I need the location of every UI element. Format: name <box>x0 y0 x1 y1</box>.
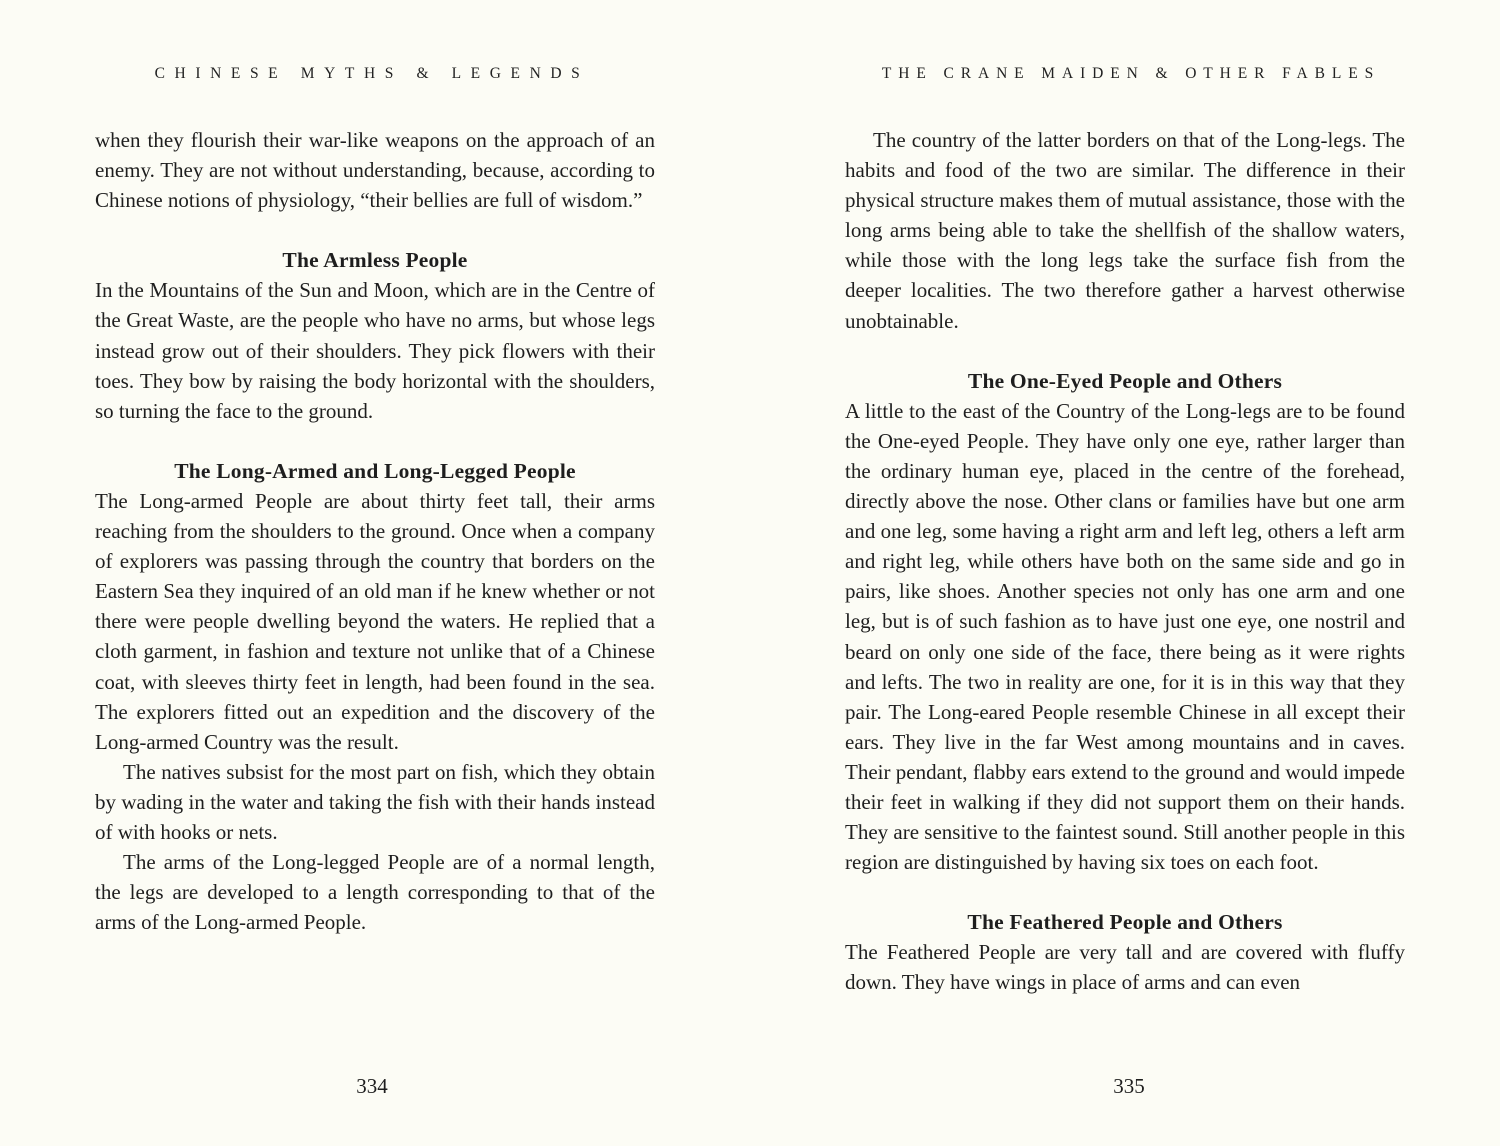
paragraph: The country of the latter borders on that of the Long-legs. The habits and food of the two are similar. The difference in their physical structure makes them of mutual assistance, those with the long arms being able to take the shellfish of the shallow waters, while those with the long legs take the surface fish from the deeper localities. The two therefore gather a harvest otherwise unobtainable. <box>845 128 1405 333</box>
section-heading: The One-Eyed People and Others <box>967 368 1283 393</box>
page-number: 334 <box>356 1074 388 1098</box>
paragraph: The Feathered People are very tall and are covered with fluffy down. They have wings in place of arms and can even <box>845 940 1405 995</box>
paragraph: when they flourish their war-like weapons on the approach of an enemy. They are not without understanding, because, according to Chinese notions of physiology, “their bellies are full of wisdom.” <box>95 128 655 213</box>
section-heading: The Long-Armed and Long-Legged People <box>174 458 576 483</box>
paragraph: The arms of the Long-legged People are of a normal length, the legs are developed to a length corresponding to that of the arms of the Long-armed People. <box>95 850 655 935</box>
paragraph: In the Mountains of the Sun and Moon, which are in the Centre of the Great Waste, are the people who have no arms, but whose legs instead grow out of their shoulders. They pick flowers with their toes. They bow by raising the body horizontal with the shoulders, so turning the face to the ground. <box>95 278 655 423</box>
paragraph: The natives subsist for the most part on fish, which they obtain by wading in the water and taking the fish with their hands instead of with hooks or nets. <box>95 759 655 844</box>
page-body <box>95 125 655 937</box>
section-heading: The Feathered People and Others <box>967 910 1283 935</box>
running-head: CHINESE MYTHS & LEGENDS <box>154 65 590 82</box>
section-heading: The Armless People <box>282 248 468 273</box>
left-page <box>95 0 655 1146</box>
paragraph: The Long-armed People are about thirty feet tall, their arms reaching from the shoulders to the ground. Once when a company of explorers was passing through the country that borders on the Eastern Sea they inquired of an old man if he knew whether or not there were people dwelling beyond the waters. He replied that a cloth garment, in fashion and texture not unlike that of a Chinese coat, with sleeves thirty feet in length, had been found in the sea. The explorers fitted out an expedition and the discovery of the Long-armed Country was the result. <box>95 488 655 754</box>
paragraph: A little to the east of the Country of the Long-legs are to be found the One-eyed People. They have only one eye, rather larger than the ordinary human eye, placed in the centre of the forehead, directly above the nose. Other clans or families have but one arm and one leg, some having a right arm and left leg, others a left arm and right leg, while others have both on the same side and go in pairs, like shoes. Another species not only has one arm and one leg, but is of such fashion as to have just one eye, one nostril and beard on only one side of the face, there being as it were rights and lefts. The two in reality are one, for it is in this way that they pair. The Long-eared People resemble Chinese in all except their ears. They live in the far West among mountains and in caves. Their pendant, flabby ears extend to the ground and would impede their feet in walking if they did not support them on their hands. They are sensitive to the faintest sound. Still another people in this region are distinguished by having six toes on each foot. <box>845 398 1405 875</box>
right-page <box>845 0 1405 1146</box>
page-body <box>845 125 1405 998</box>
running-head: THE CRANE MAIDEN & OTHER FABLES <box>881 65 1381 82</box>
page-number: 335 <box>1113 1074 1145 1098</box>
